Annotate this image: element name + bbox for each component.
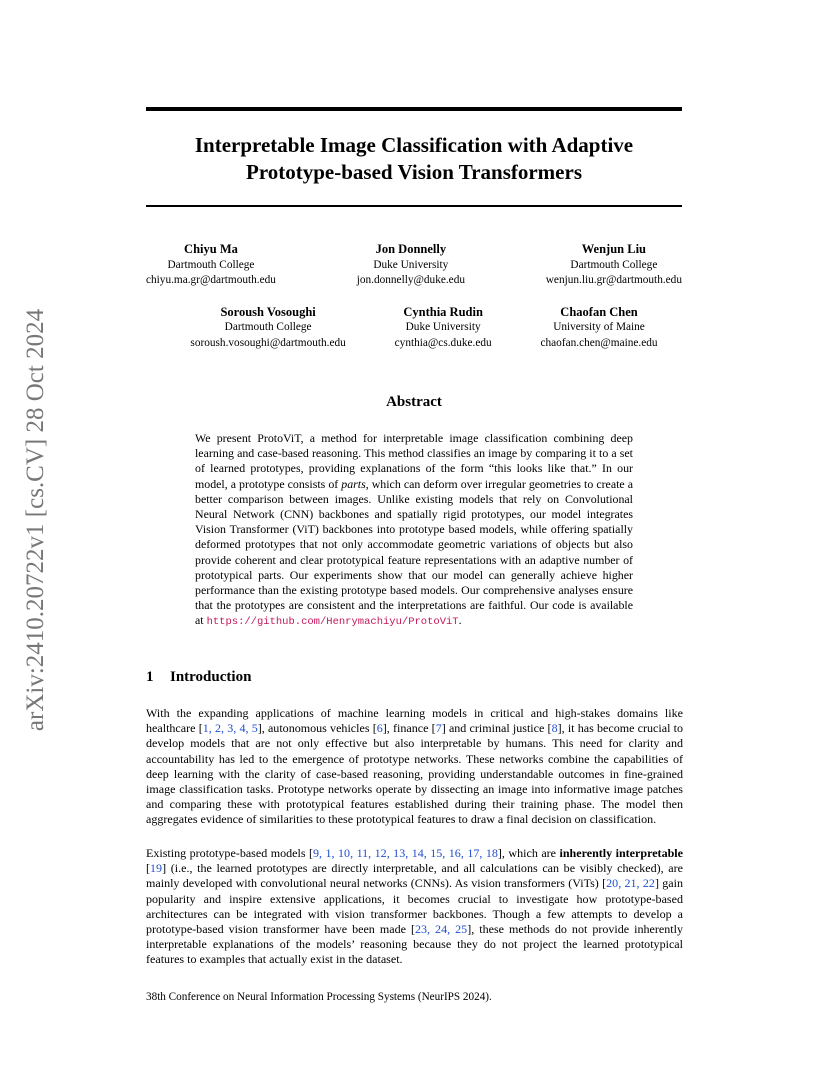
author-email[interactable]: cynthia@cs.duke.edu: [394, 336, 492, 349]
author-entry: [546, 242, 682, 289]
bold-term: inherently interpretable: [559, 846, 683, 860]
paragraph-text: ], finance [: [382, 721, 436, 736]
paper-title: [146, 132, 682, 186]
citation-link[interactable]: 1, 2, 3, 4, 5: [202, 721, 258, 736]
citation-link[interactable]: 20, 21, 22: [606, 876, 655, 891]
abstract-text: , which can deform over irregular geometries to create a better comparison between images. Unlike existing models that rely on Convolutional Neural Network (CNN) backbones and spatially rigid prototypes, our model integrates Vision Transformer (ViT) backbones into prototype based models, while offering spatially deformed prototypes that not only accommodate geometric variations of objects but also provide coherent and clear prototypical feature representations with an adaptive number of prototypical parts. Our experiments show that our model can generally achieve higher performance than the existing prototype based models. Our comprehensive analyses ensure that the prototypes are consistent and the interpretations are faithful. Our code is available at: [195, 476, 634, 628]
citation-link[interactable]: 19: [150, 861, 163, 876]
paragraph-text: With the expanding applications of machine learning models in critical and high-stakes domains like healthcare [: [146, 706, 683, 736]
abstract-emphasis: parts: [341, 476, 366, 491]
section-heading-introduction: [146, 669, 251, 686]
author-affiliation: Duke University: [373, 258, 449, 271]
section-number: 1: [146, 669, 154, 685]
author-entry: [541, 305, 658, 352]
intro-paragraph-1: [146, 706, 683, 828]
conference-footer: 38th Conference on Neural Information Processing Systems (NeurIPS 2024).: [146, 991, 492, 1003]
paragraph-text: ], these methods do not provide inherently interpretable explanations of the models’ reasoning because they do not project the learned prototypical features to examples that actually exist in the dataset.: [146, 922, 683, 967]
paragraph-text: Existing prototype-based models [: [146, 846, 314, 860]
citation-link[interactable]: 6: [376, 721, 383, 736]
paragraph-text: ], autonomous vehicles [: [257, 721, 377, 736]
paragraph-text: ] (i.e., the learned prototypes are directly interpretable, and all calculations can be visibly checked), are mainly developed with convolutional neural networks (CNNs). As vision transformers (ViTs) [: [146, 861, 683, 891]
author-name: Soroush Vosoughi: [220, 304, 316, 319]
author-name: Cynthia Rudin: [403, 304, 483, 319]
citation-link[interactable]: 7: [435, 721, 442, 736]
paragraph-text: ], it has become crucial to develop models that are not only effective but also interpretable by humans. This need for clarity and accountability has led to the emergence of prototype networks. These networks combine the capabilities of deep learning with the clarity of case-based reasoning, providing understandable outcomes in fine-grained image classification tasks. Prototype networks operate by dissecting an image into informative image patches and comparing these with prototypical features established during their training phase. The model then aggregates evidence of similarities to these prototypical features to draw a final decision on classification.: [146, 721, 684, 827]
title-line-2: Prototype-based Vision Transformers: [246, 160, 582, 184]
paragraph-text: ] gain popularity and inspire extensive applications, it becomes crucial to investigate how prototype-based architectures can be integrated with vision transformer backbones. Though a few attempts to develop a prototype-based vision transformer have been made [: [146, 876, 684, 937]
paragraph-text: [: [146, 861, 151, 876]
arxiv-identifier: arXiv:2410.20722v1 [cs.CV] 28 Oct 2024: [22, 308, 49, 732]
code-link[interactable]: https://github.com/Henrymachiyu/ProtoViT: [206, 616, 459, 629]
author-name: Wenjun Liu: [581, 242, 646, 256]
intro-paragraph-2: [146, 846, 683, 968]
citation-link[interactable]: 23, 24, 25: [414, 922, 468, 937]
abstract-heading: Abstract: [386, 394, 442, 410]
author-name: Chiyu Ma: [184, 242, 238, 256]
title-rule-top: [146, 107, 682, 111]
author-affiliation: Duke University: [405, 321, 481, 333]
citation-link[interactable]: 8: [551, 721, 558, 736]
author-row-2: [146, 305, 682, 352]
paragraph-text: ] and criminal justice [: [441, 721, 552, 736]
title-rule-bottom: [146, 205, 682, 207]
author-affiliation: Dartmouth College: [570, 258, 658, 271]
author-entry: [190, 305, 345, 352]
author-entry: [357, 242, 465, 289]
author-email[interactable]: wenjun.liu.gr@dartmouth.edu: [545, 274, 682, 286]
author-affiliation: University of Maine: [553, 321, 645, 333]
author-affiliation: Dartmouth College: [224, 321, 312, 333]
section-title: Introduction: [170, 669, 252, 685]
author-email[interactable]: chaofan.chen@maine.edu: [540, 336, 658, 349]
paragraph-text: ], which are: [497, 846, 560, 860]
author-entry: [395, 305, 492, 352]
abstract-text-end: .: [458, 613, 462, 628]
author-row-1: [146, 242, 682, 289]
author-email[interactable]: chiyu.ma.gr@dartmouth.edu: [146, 274, 276, 286]
author-email[interactable]: soroush.vosoughi@dartmouth.edu: [190, 336, 346, 349]
author-name: Chaofan Chen: [560, 304, 638, 319]
title-line-1: Interpretable Image Classification with Adaptive: [194, 133, 634, 157]
author-entry: [146, 242, 276, 289]
author-name: Jon Donnelly: [375, 242, 447, 256]
author-affiliation: Dartmouth College: [167, 258, 255, 271]
citation-link[interactable]: 9, 1, 10, 11, 12, 13, 14, 15, 16, 17, 18: [313, 846, 498, 860]
abstract-text: We present ProtoViT, a method for interpretable image classification combining deep learning and case-based reasoning. This method classifies an image by comparing it to a set of learned prototypes, providing explanations of the form “this looks like that.” In our model, a prototype consists of: [195, 431, 633, 491]
author-block: [146, 242, 682, 367]
author-email[interactable]: jon.donnelly@duke.edu: [356, 274, 465, 286]
abstract-body: [195, 431, 633, 631]
